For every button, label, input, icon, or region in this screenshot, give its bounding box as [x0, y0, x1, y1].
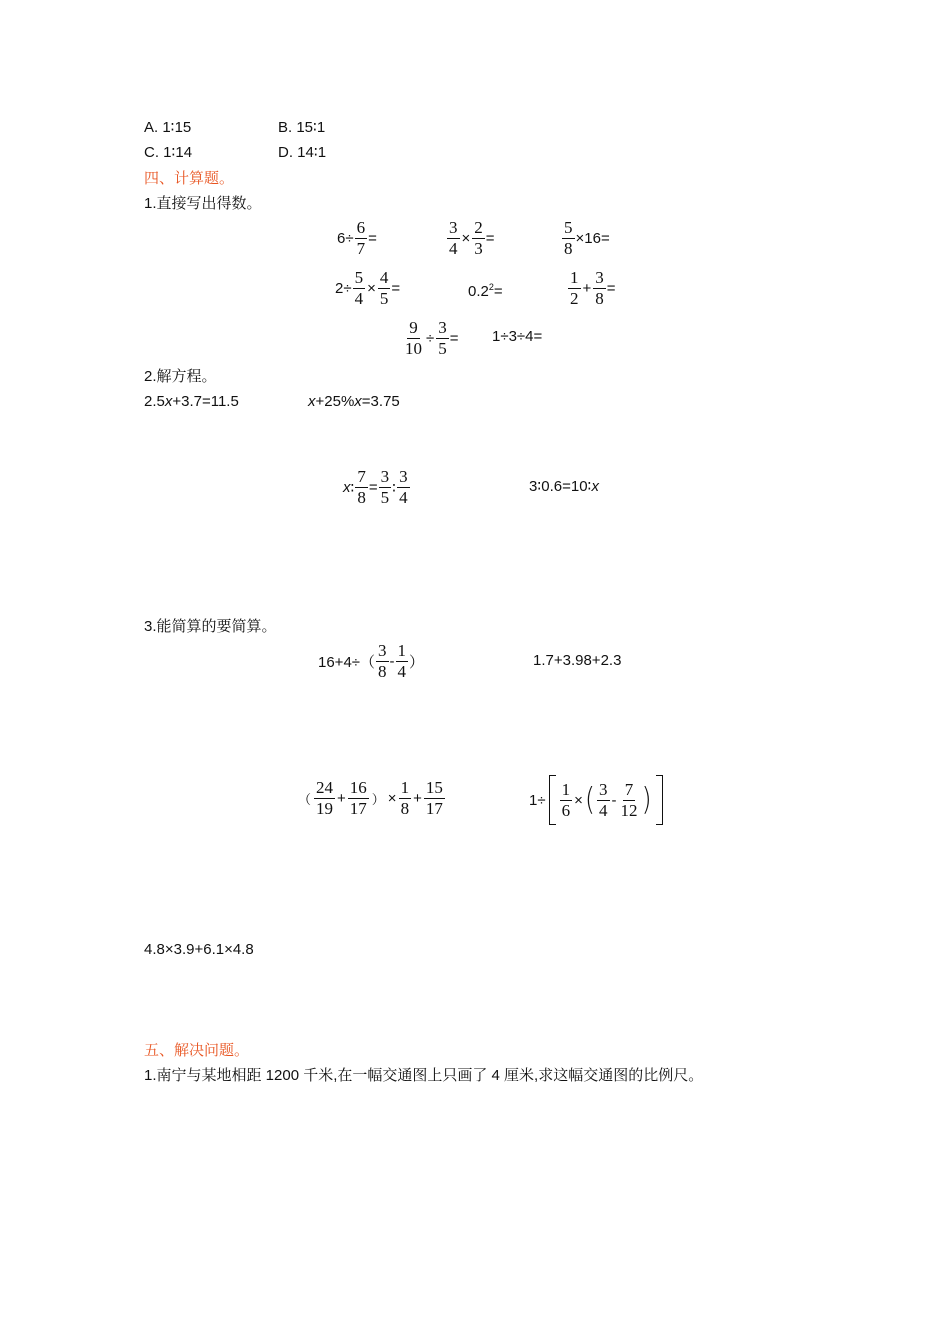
equation: x+25%x=3.75 — [308, 393, 400, 410]
calc-expression: 1÷3÷4= — [492, 328, 543, 345]
fraction: $\frac{3}{5}$ — [438, 318, 447, 358]
fraction: $\frac{2}{3}$ — [474, 218, 483, 258]
fraction: $\frac{1}{4}$ — [397, 641, 407, 681]
calc-expression: $\frac{1}{2}$ + $\frac{3}{8}$ = — [570, 268, 616, 308]
calc-expression: 4.8×3.9+6.1×4.8 — [144, 941, 254, 958]
choice-b: B. 15∶1 — [278, 119, 326, 136]
fraction: $\frac{16}{17}$ — [349, 778, 367, 818]
choice-d: D. 14∶1 — [278, 144, 327, 161]
calc-expression: $\frac{3}{4}$ × $\frac{2}{3}$ = — [449, 218, 495, 258]
right-bracket — [656, 775, 663, 825]
equation: x ∶ $\frac{7}{8}$ = $\frac{3}{5}$ ∶ $\frac{3}{4}$ — [343, 467, 408, 507]
fraction: $\frac{7}{8}$ — [357, 467, 366, 507]
choice-c: C. 1∶14 — [144, 144, 193, 161]
q1-title: 1.直接写出得数。 — [144, 195, 262, 212]
calc-expression: 1.7+3.98+2.3 — [533, 652, 622, 669]
calc-expression: 6÷ $\frac{6}{7}$ = — [337, 218, 377, 258]
calc-expression: $\frac{9}{10}$ ÷ $\frac{3}{5}$ = — [405, 318, 459, 358]
section4-title: 四、计算题。 — [144, 170, 235, 187]
equation: 2.5x+3.7=11.5 — [144, 393, 239, 410]
fraction: $\frac{1}{2}$ — [570, 268, 579, 308]
fraction: $\frac{3}{4}$ — [599, 779, 608, 820]
fraction: $\frac{15}{17}$ — [425, 778, 443, 818]
calc-expression: 16+4÷（ $\frac{3}{8}$ - $\frac{1}{4}$ ） — [318, 641, 425, 681]
fraction: $\frac{4}{5}$ — [379, 268, 389, 308]
fraction: $\frac{1}{8}$ — [400, 778, 410, 818]
calc-expression: 1÷ $\frac{1}{6}$ × ( $\frac{3}{4}$ - $\frac{7}{12}$ ) — [529, 775, 666, 825]
calc-expression: （ $\frac{24}{19}$ + $\frac{16}{17}$ ） × $\frac{1}{8}$ + $\frac{15}{17}$ — [298, 778, 443, 818]
left-bracket — [549, 775, 556, 825]
fraction: $\frac{7}{12}$ — [620, 779, 638, 820]
fraction: $\frac{9}{10}$ — [405, 318, 422, 358]
fraction: $\frac{5}{4}$ — [354, 268, 364, 308]
calc-expression: $\frac{5}{8}$ ×16= — [564, 218, 610, 258]
calc-expression: $0.2^2=$ — [468, 282, 503, 300]
equation: 3∶0.6=10∶x — [529, 478, 599, 495]
calc-expression: 2÷ $\frac{5}{4}$ × $\frac{4}{5}$ = — [335, 268, 401, 308]
section5-title: 五、解决问题。 — [144, 1042, 250, 1059]
fraction: $\frac{5}{8}$ — [564, 218, 573, 258]
fraction: $\frac{1}{6}$ — [561, 779, 571, 820]
fraction: $\frac{3}{5}$ — [380, 467, 390, 507]
choice-a: A. 1∶15 — [144, 119, 192, 136]
fraction: $\frac{24}{19}$ — [316, 778, 334, 818]
fraction: $\frac{3}{8}$ — [378, 641, 387, 681]
fraction: $\frac{3}{4}$ — [399, 467, 408, 507]
q3-title: 3.能简算的要简算。 — [144, 618, 277, 635]
fraction: $\frac{3}{4}$ — [449, 218, 458, 258]
fraction: $\frac{3}{8}$ — [595, 268, 604, 308]
problem-text: 1.南宁与某地相距 1200 千米,在一幅交通图上只画了 4 厘米,求这幅交通图的比例尺。 — [144, 1067, 704, 1084]
q2-title: 2.解方程。 — [144, 368, 217, 385]
fraction: $\frac{6}{7}$ — [356, 218, 366, 258]
